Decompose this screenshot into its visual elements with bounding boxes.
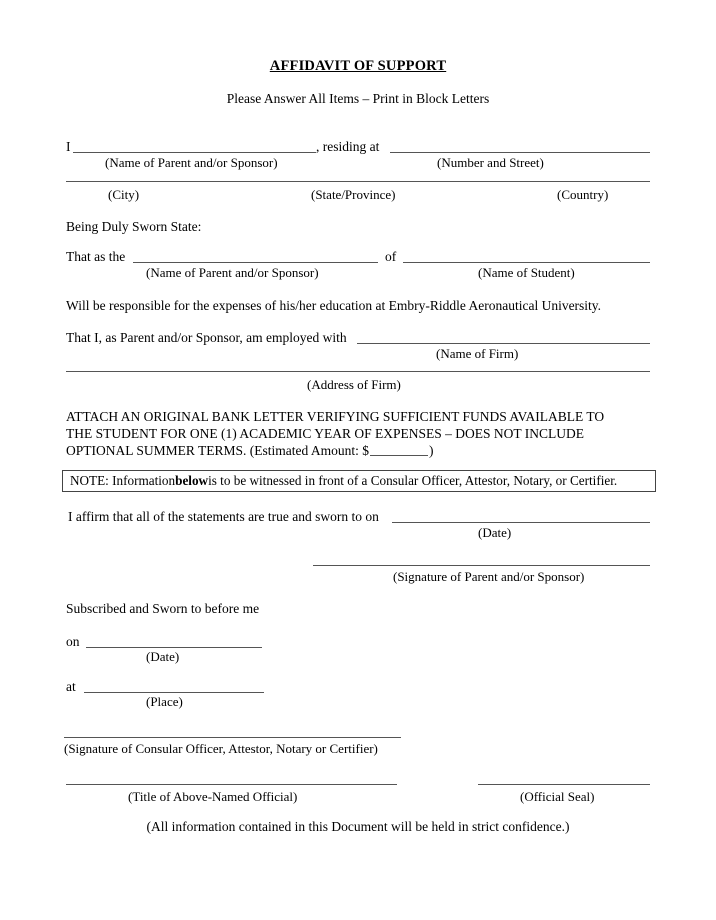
caption-address-of-firm: (Address of Firm) <box>307 377 401 392</box>
attach-estimated-amount-prefix: OPTIONAL SUMMER TERMS. (Estimated Amount: $ <box>66 443 370 458</box>
text-responsibility: Will be responsible for the expenses of his/her education at Embry-Riddle Aeronautical University. <box>66 298 602 313</box>
input-name-of-sponsor-2[interactable] <box>133 262 378 263</box>
attach-paragraph-line-3 <box>66 443 434 459</box>
attach-paragraph-line-2: THE STUDENT FOR ONE (1) ACADEMIC YEAR OF EXPENSES – DOES NOT INCLUDE <box>66 426 585 441</box>
attach-paragraph-line-1: ATTACH AN ORIGINAL BANK LETTER VERIFYING SUFFICIENT FUNDS AVAILABLE TO <box>66 409 605 424</box>
page-subtitle: Please Answer All Items – Print in Block Letters <box>226 91 490 106</box>
label-of: of <box>385 249 397 264</box>
caption-name-of-student: (Name of Student) <box>478 265 575 280</box>
caption-name-of-sponsor: (Name of Parent and/or Sponsor) <box>105 155 278 170</box>
input-title-of-official[interactable] <box>66 784 397 785</box>
input-city-state-country[interactable] <box>66 181 650 182</box>
input-name-of-firm[interactable] <box>357 343 650 344</box>
label-i: I <box>66 139 71 154</box>
page-title <box>0 58 716 75</box>
caption-subscribed-date: (Date) <box>146 649 180 664</box>
caption-official-seal: (Official Seal) <box>520 789 595 804</box>
input-number-and-street[interactable] <box>390 152 650 153</box>
footer-confidence-note: (All information contained in this Document will be held in strict confidence.) <box>146 819 570 834</box>
caption-signature-parent: (Signature of Parent and/or Sponsor) <box>393 569 585 584</box>
note-bold-word: below <box>175 473 209 489</box>
caption-state-province: (State/Province) <box>311 187 396 202</box>
note-suffix: is to be witnessed in front of a Consular Officer, Attestor, Notary, or Certifier. <box>208 473 618 489</box>
caption-affirmation-date: (Date) <box>478 525 512 540</box>
input-affirmation-date[interactable] <box>392 522 650 523</box>
input-estimated-amount[interactable] <box>370 444 428 456</box>
caption-signature-official: (Signature of Consular Officer, Attestor, Notary or Certifier) <box>64 741 378 756</box>
input-address-of-firm[interactable] <box>66 371 650 372</box>
input-signature-parent[interactable] <box>313 565 650 566</box>
caption-city: (City) <box>108 187 140 202</box>
label-being-duly-sworn: Being Duly Sworn State: <box>66 219 202 234</box>
label-that-as-the: That as the <box>66 249 126 264</box>
attach-estimated-amount-suffix: ) <box>429 443 434 458</box>
label-at: at <box>66 679 76 694</box>
input-official-seal[interactable] <box>478 784 650 785</box>
label-residing-at: , residing at <box>316 139 380 154</box>
caption-name-of-firm: (Name of Firm) <box>436 346 519 361</box>
label-subscribed-sworn: Subscribed and Sworn to before me <box>66 601 260 616</box>
caption-number-and-street: (Number and Street) <box>437 155 544 170</box>
caption-subscribed-place: (Place) <box>146 694 183 709</box>
input-name-of-sponsor[interactable] <box>73 152 316 153</box>
label-on: on <box>66 634 80 649</box>
input-name-of-student[interactable] <box>403 262 650 263</box>
caption-name-of-sponsor-2: (Name of Parent and/or Sponsor) <box>146 265 319 280</box>
note-prefix: NOTE: Information <box>70 473 176 489</box>
note-box <box>62 470 656 492</box>
text-affirmation: I affirm that all of the statements are true and sworn to on <box>68 509 379 524</box>
caption-title-of-official: (Title of Above-Named Official) <box>128 789 298 804</box>
label-employed-with: That I, as Parent and/or Sponsor, am employed with <box>66 330 347 345</box>
page-title-text: AFFIDAVIT OF SUPPORT <box>269 58 447 74</box>
input-signature-official[interactable] <box>64 737 401 738</box>
input-subscribed-date[interactable] <box>86 647 262 648</box>
caption-country: (Country) <box>557 187 609 202</box>
input-subscribed-place[interactable] <box>84 692 264 693</box>
